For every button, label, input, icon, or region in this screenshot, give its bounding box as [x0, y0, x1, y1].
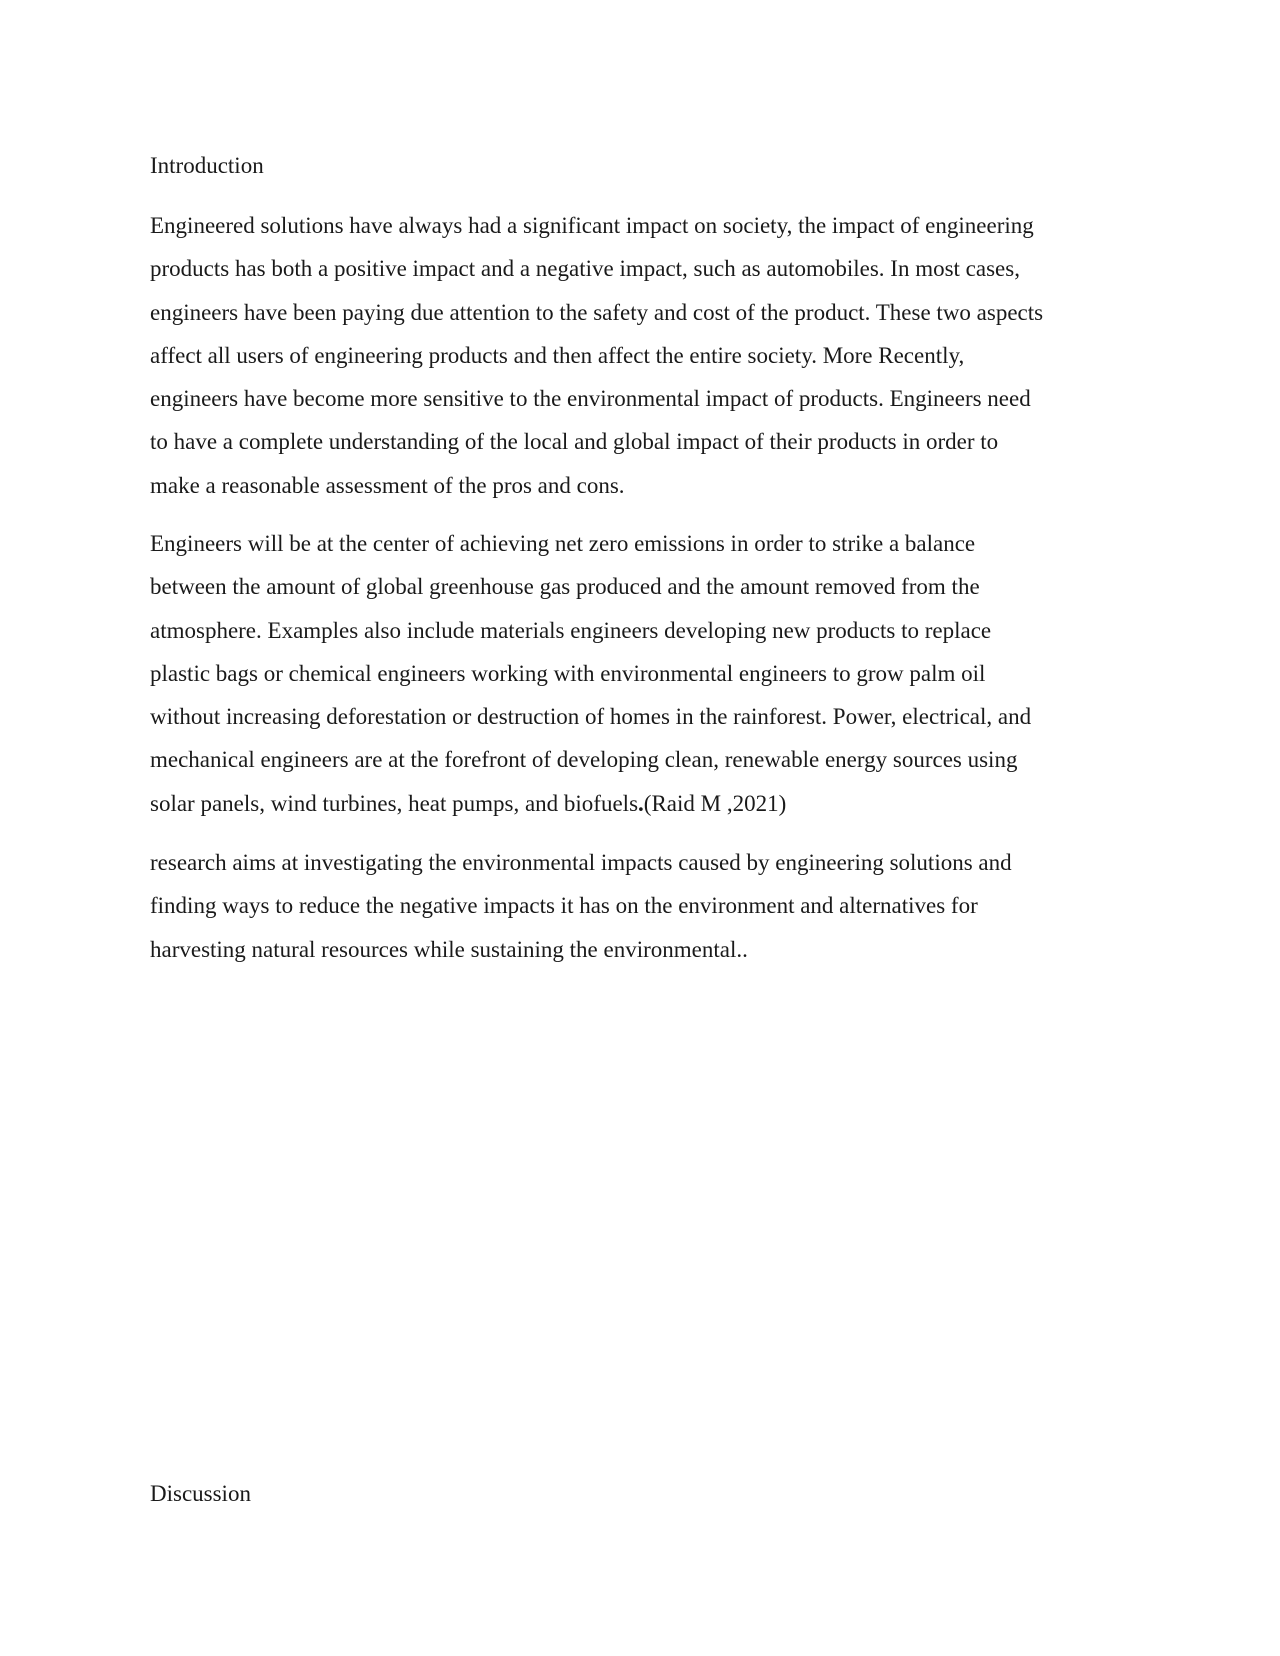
- introduction-heading: Introduction: [150, 153, 264, 178]
- paragraph-line: without increasing deforestation or destruction of homes in the rainforest. Power, electrical, and: [150, 704, 1032, 730]
- paragraph-line: Engineers will be at the center of achieving net zero emissions in order to strike a balance: [150, 531, 976, 556]
- discussion-heading: Discussion: [150, 1481, 251, 1506]
- paragraph-line: engineers have become more sensitive to the environmental impact of products. Engineers need: [150, 386, 1031, 412]
- paragraph-line: engineers have been paying due attention to the safety and cost of the product. These two aspects: [150, 299, 1044, 325]
- bold-period: .: [638, 790, 644, 816]
- paragraph-line-text: solar panels, wind turbines, heat pumps, and biofuels: [150, 790, 639, 816]
- paragraph-line: to have a complete understanding of the local and global impact of their products in order to: [150, 429, 999, 455]
- paragraph-line: research aims at investigating the environmental impacts caused by engineering solutions and: [150, 850, 1012, 875]
- paragraph-line: make a reasonable assessment of the pros and cons.: [150, 472, 625, 498]
- paragraph-line: mechanical engineers are at the forefront of developing clean, renewable energy sources using: [150, 747, 1018, 773]
- paragraph-line: finding ways to reduce the negative impacts it has on the environment and alternatives for: [150, 893, 978, 919]
- paragraph-line: between the amount of global greenhouse gas produced and the amount removed from the: [150, 574, 980, 600]
- paragraph-line: atmosphere. Examples also include materials engineers developing new products to replace: [150, 617, 992, 643]
- citation: (Raid M ,2021): [643, 790, 787, 816]
- paragraph-line: affect all users of engineering products and then affect the entire society. More Recently,: [150, 342, 965, 368]
- paragraph-line: products has both a positive impact and a negative impact, such as automobiles. In most cases,: [150, 256, 1020, 282]
- intro-paragraph-1: [150, 204, 1150, 507]
- intro-paragraph-3: [150, 841, 1150, 971]
- paragraph-line-last: [150, 782, 1150, 825]
- intro-paragraph-2: [150, 522, 1150, 825]
- paragraph-line: Engineered solutions have always had a significant impact on society, the impact of engineering: [150, 213, 1034, 238]
- paragraph-line: plastic bags or chemical engineers working with environmental engineers to grow palm oil: [150, 660, 986, 686]
- paragraph-line: harvesting natural resources while sustaining the environmental..: [150, 936, 748, 962]
